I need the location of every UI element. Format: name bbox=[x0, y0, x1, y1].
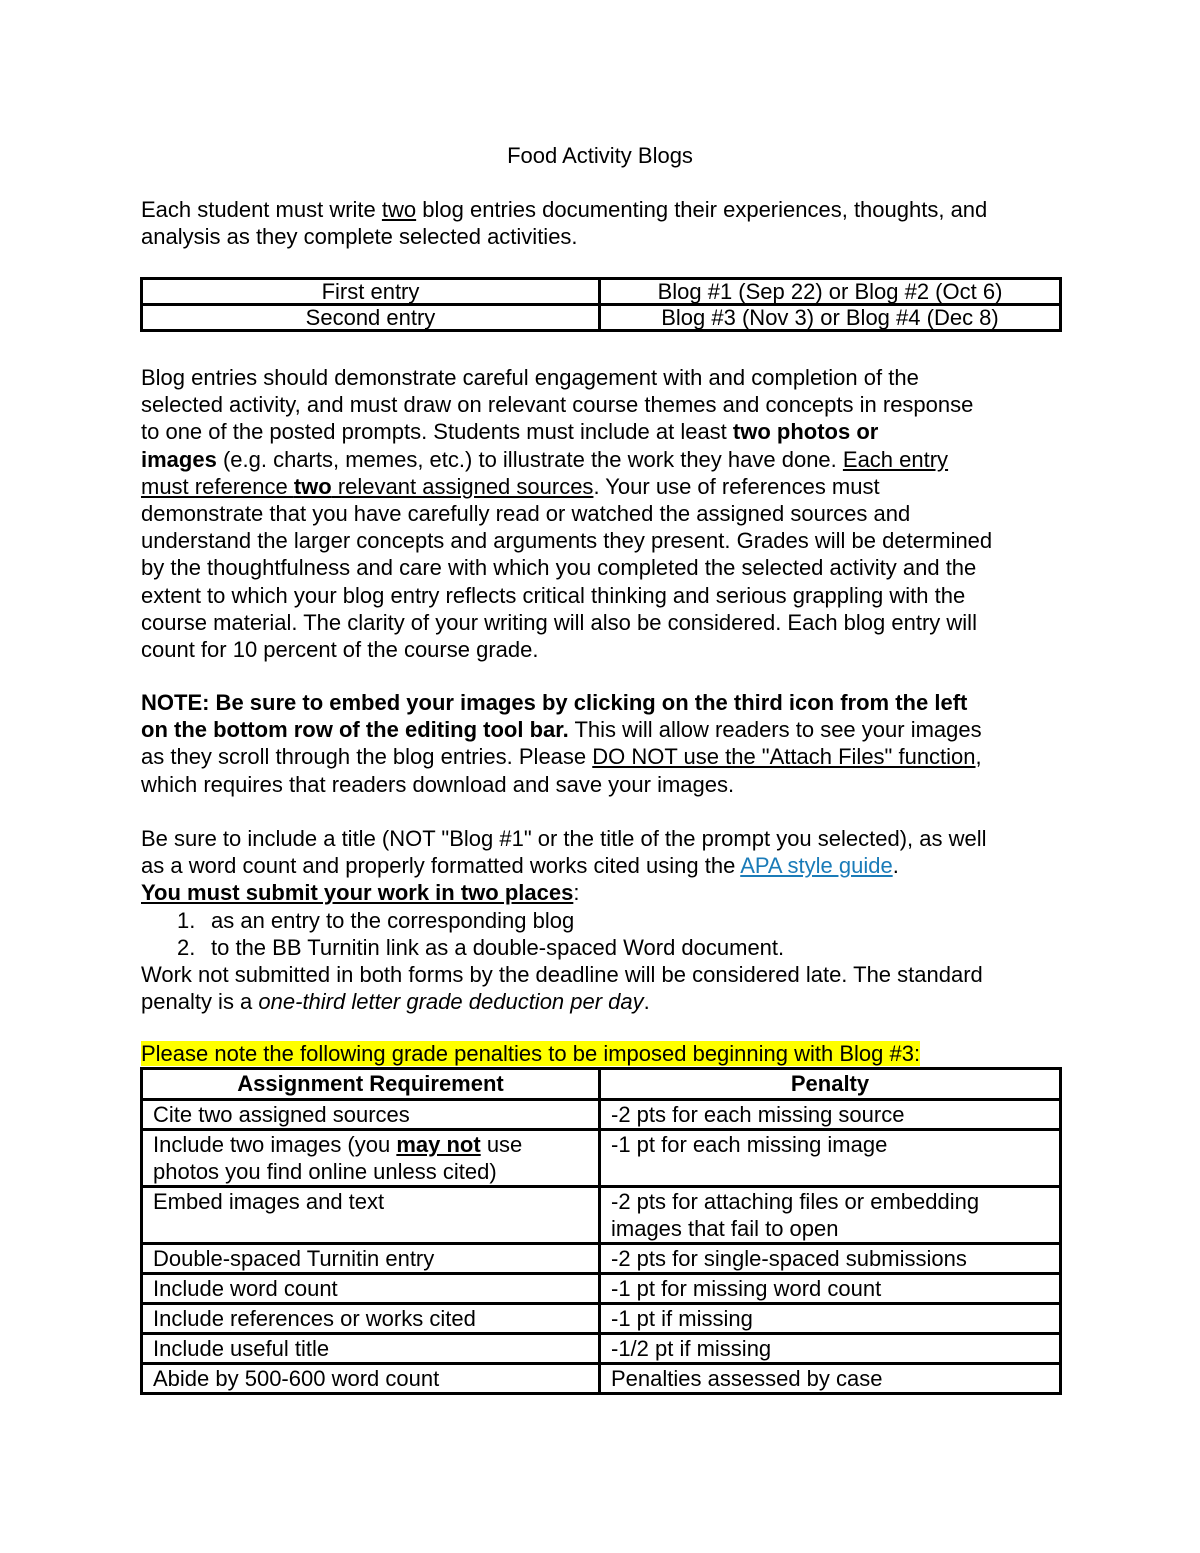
table-row: Embed images and text -2 pts for attaching files or embedding images that fail to open bbox=[142, 1187, 1061, 1244]
entry-label: Second entry bbox=[142, 305, 600, 331]
header-penalty: Penalty bbox=[600, 1069, 1061, 1100]
table-row: Include word count -1 pt for missing word count bbox=[142, 1274, 1061, 1304]
emphasis-two: two bbox=[381, 197, 417, 222]
table-row bbox=[142, 279, 1061, 305]
submission-paragraph: Be sure to include a title (NOT "Blog #1" or the title of the prompt you selected), as well as a word count and properly formatted works cited using the APA style guide. You must submit your work in two places: 1. as an entry to the corresponding blog 2. to the BB Turnitin link as a double-spaced Word document. Work not submitted in both forms by the deadline will be considered late. The standard penalty is a one-third letter grade deduction per day. bbox=[141, 825, 1066, 1015]
submission-list bbox=[141, 907, 1066, 961]
entry-label: First entry bbox=[142, 279, 600, 305]
table-row: Cite two assigned sources -2 pts for each missing source bbox=[142, 1100, 1061, 1130]
requirements-paragraph: Blog entries should demonstrate careful engagement with and completion of the selected activity, and must draw on relevant course themes and concepts in response to one of the posted prompts. Students must include at least two photos or images (e.g. charts, memes, etc.) to illustrate the work they have done. Each entry must reference two relevant assigned sources. Your use of references must demonstrate that you have carefully read or watched the assigned sources and understand the larger concepts and arguments they present. Grades will be determined by the thoughtfulness and care with which you completed the selected activity and the extent to which your blog entry reflects critical thinking and serious grappling with the course material. The clarity of your writing will also be considered. Each blog entry will count for 10 percent of the course grade. bbox=[141, 365, 993, 663]
table-row: Include references or works cited -1 pt if missing bbox=[142, 1304, 1061, 1334]
header-requirement: Assignment Requirement bbox=[142, 1069, 600, 1100]
penalty-heading: Please note the following grade penalties to be imposed beginning with Blog #3: bbox=[141, 1041, 921, 1066]
penalty-table bbox=[140, 1067, 1062, 1395]
entries-table bbox=[140, 277, 1062, 332]
table-row: Abide by 500-600 word count Penalties assessed by case bbox=[142, 1364, 1061, 1394]
list-item: 1. as an entry to the corresponding blog bbox=[177, 907, 575, 933]
table-row: Include useful title -1/2 pt if missing bbox=[142, 1334, 1061, 1364]
note-paragraph: NOTE: Be sure to embed your images by clicking on the third icon from the left on the bottom row of the editing tool bar. This will allow readers to see your images as they scroll through the blog entries. Please DO NOT use the "Attach Files" function, which requires that readers download and save your images. bbox=[141, 690, 982, 797]
entry-value: Blog #1 (Sep 22) or Blog #2 (Oct 6) bbox=[600, 279, 1061, 305]
table-header-row bbox=[142, 1069, 1061, 1100]
list-item: 2. to the BB Turnitin link as a double-spaced Word document. bbox=[177, 934, 785, 960]
apa-style-guide-link[interactable]: APA style guide bbox=[740, 853, 893, 879]
intro-paragraph: Each student must write two blog entries documenting their experiences, thoughts, and analysis as they complete selected activities. bbox=[141, 197, 988, 250]
entry-value: Blog #3 (Nov 3) or Blog #4 (Dec 8) bbox=[600, 305, 1061, 331]
table-row: Include two images (you may not use photos you find online unless cited) -1 pt for each missing image bbox=[142, 1130, 1061, 1187]
page-title: Food Activity Blogs bbox=[507, 143, 693, 168]
table-row: Double-spaced Turnitin entry -2 pts for single-spaced submissions bbox=[142, 1244, 1061, 1274]
table-row bbox=[142, 305, 1061, 331]
